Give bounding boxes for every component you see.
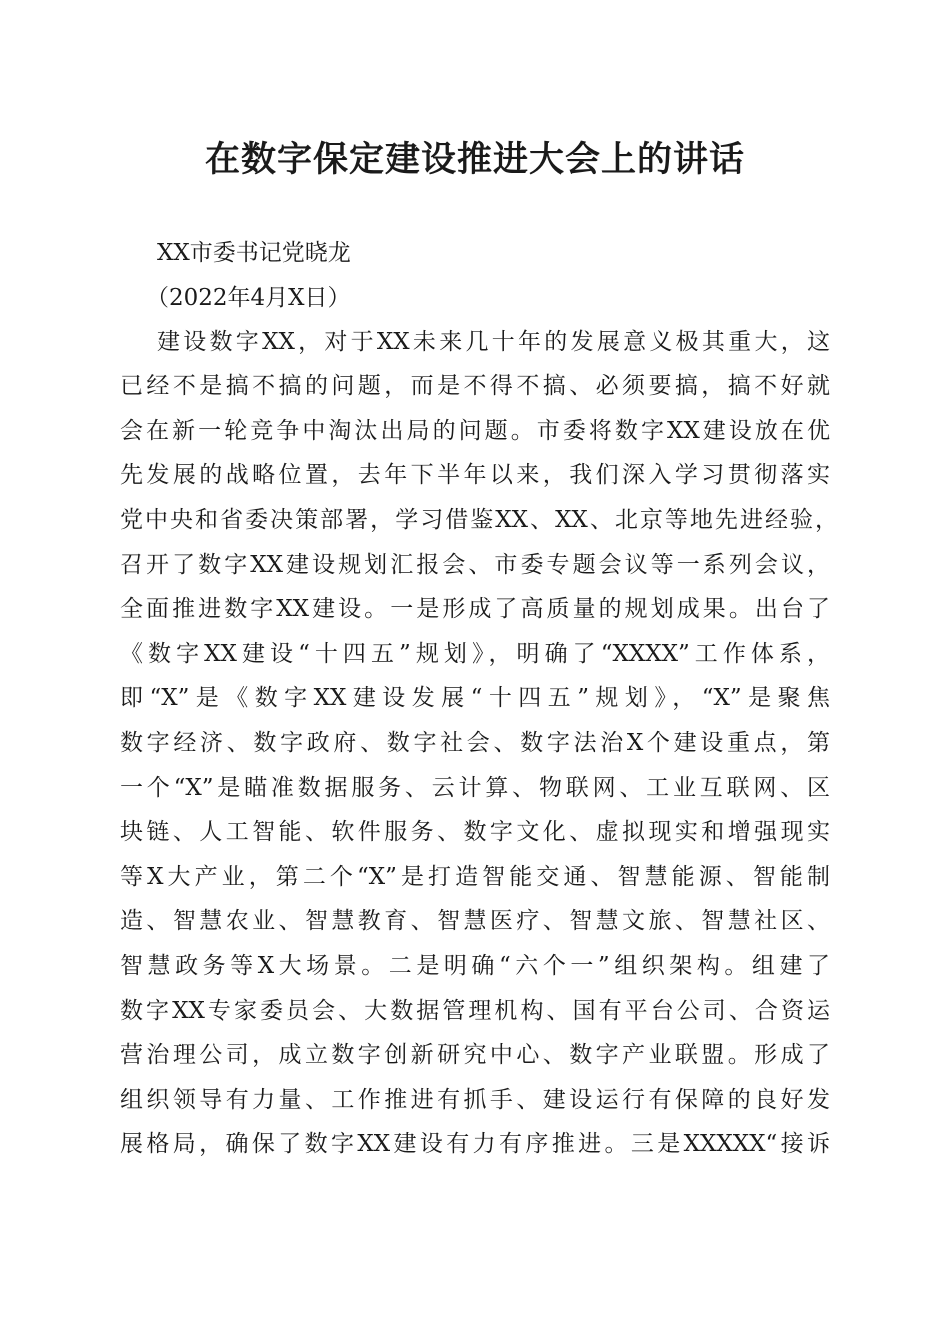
body-line: 会在新一轮竞争中淘汰出局的问题。市委将数字XX建设放在优	[120, 418, 830, 444]
body-line: 建设数字XX，对于XX未来几十年的发展意义极其重大，这	[157, 329, 830, 355]
body-line: 块链、人工智能、软件服务、数字文化、虚拟现实和增强现实	[120, 819, 830, 845]
body-line: 一个“X”是瞄准数据服务、云计算、物联网、工业互联网、区	[120, 775, 830, 801]
body-line: 先发展的战略位置，去年下半年以来，我们深入学习贯彻落实	[120, 462, 830, 488]
body-line: 数字XX专家委员会、大数据管理机构、国有平台公司、合资运	[120, 998, 830, 1024]
body-line: 党中央和省委决策部署，学习借鉴XX、XX、北京等地先进经验，	[120, 507, 838, 533]
document-title: 在数字保定建设推进大会上的讲话	[204, 139, 745, 180]
body-line: 数字经济、数字政府、数字社会、数字法治X个建设重点，第	[120, 730, 830, 756]
body-line: 组织领导有力量、工作推进有抓手、建设运行有保障的良好发	[120, 1087, 830, 1113]
body-line: 等X大产业，第二个“X”是打造智能交通、智慧能源、智能制	[120, 864, 830, 890]
body-line: 营治理公司，成立数字创新研究中心、数字产业联盟。形成了	[120, 1042, 830, 1068]
body-line: 全面推进数字XX建设。一是形成了高质量的规划成果。出台了	[120, 596, 830, 622]
speaker-line: XX市委书记党晓龙	[157, 240, 351, 266]
date-line: （2022年4月X日）	[146, 285, 351, 311]
body-line: 展格局，确保了数字XX建设有力有序推进。三是XXXXX“接诉	[120, 1131, 830, 1157]
body-line: 召开了数字XX建设规划汇报会、市委专题会议等一系列会议，	[120, 552, 830, 578]
body-line: 已经不是搞不搞的问题，而是不得不搞、必须要搞，搞不好就	[120, 373, 830, 399]
body-line: 造、智慧农业、智慧教育、智慧医疗、智慧文旅、智慧社区、	[120, 908, 830, 934]
body-line: 即“X”是《数字XX建设发展“十四五”规划》，“X”是聚焦	[120, 685, 830, 711]
body-line: 智慧政务等X大场景。二是明确“六个一”组织架构。组建了	[120, 953, 830, 979]
body-line: 《数字XX建设“十四五”规划》，明确了“XXXX”工作体系，	[120, 641, 830, 667]
